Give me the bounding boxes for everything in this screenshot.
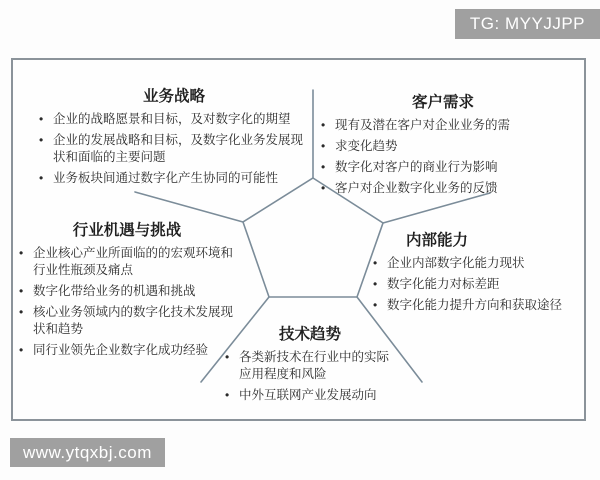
bullet-item: • 同行业领先企业数字化成功经验 [16,342,238,359]
bullet-item: • 现有及潜在客户对企业业务的需 [318,117,568,134]
section-title-internal-capability: 内部能力 [406,232,469,249]
bullet-item: • 企业核心产业所面临的的宏观环境和行业性瓶颈及痛点 [16,245,238,279]
bullet-item: • 数字化对客户的商业行为影响 [318,159,568,176]
bullet-item: • 企业的战略愿景和目标，及对数字化的期望 [36,111,312,128]
telegram-badge: TG: MYYJJPP [455,9,600,39]
bullet-item: • 数字化能力提升方向和获取途径 [370,297,582,314]
bullet-item: • 企业的发展战略和目标，及数字化业务发展现状和面临的主要问题 [36,132,312,166]
bullet-list-business-strategy [36,111,312,187]
bullet-item: • 数字化能力对标差距 [370,276,582,293]
section-business-strategy [36,84,312,191]
watermark-badge: www.ytqxbj.com [10,438,165,467]
section-tech-trends [222,322,398,408]
bullet-item: • 数字化带给业务的机遇和挑战 [16,283,238,300]
bullet-item: • 中外互联网产业发展动向 [222,387,398,404]
section-title-business-strategy: 业务战略 [142,88,205,105]
section-customer-needs [318,90,568,201]
bullet-item: • 求变化趋势 [318,138,568,155]
bullet-list-industry-opportunities [16,245,238,359]
section-title-tech-trends: 技术趋势 [278,326,341,343]
section-industry-opportunities [16,218,238,363]
bullet-list-internal-capability [370,255,582,314]
section-internal-capability [370,228,582,318]
bullet-item: • 企业内部数字化能力现状 [370,255,582,272]
section-title-industry-opportunities: 行业机遇与挑战 [72,222,182,239]
bullet-item: • 各类新技术在行业中的实际应用程度和风险 [222,349,398,383]
bullet-item: • 客户对企业数字化业务的反馈 [318,180,568,197]
bullet-item: • 核心业务领域内的数字化技术发展现状和趋势 [16,304,238,338]
bullet-list-tech-trends [222,349,398,404]
bullet-item: • 业务板块间通过数字化产生协同的可能性 [36,170,312,187]
bullet-list-customer-needs [318,117,568,197]
section-title-customer-needs: 客户需求 [411,94,474,111]
